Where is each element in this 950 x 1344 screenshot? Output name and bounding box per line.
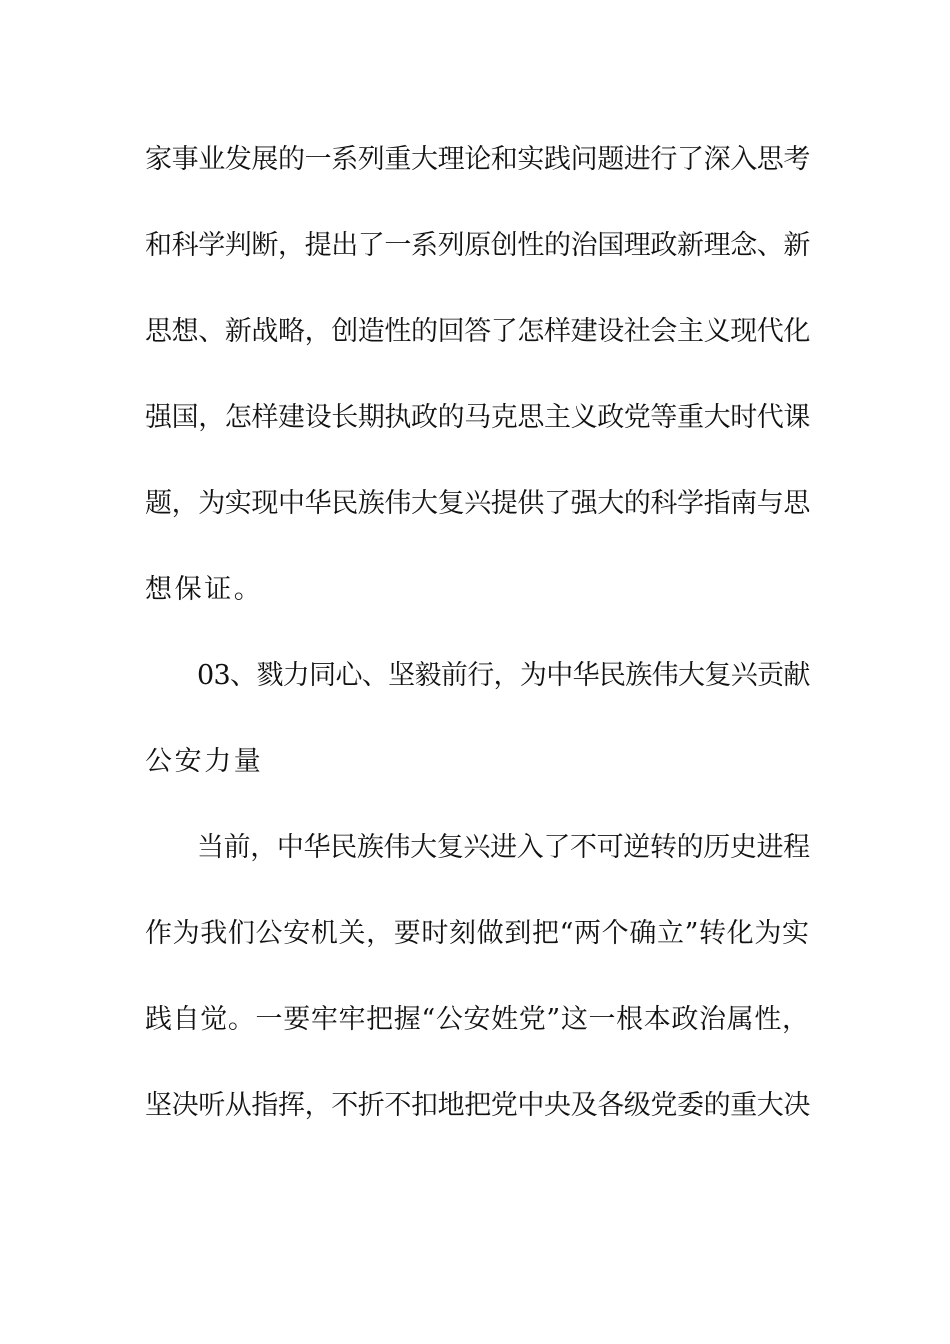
body-text-line: 和科学判断，提出了一系列原创性的治国理政新理念、新 [145,230,810,261]
body-text-line: 思想、新战略，创造性的回答了怎样建设社会主义现代化 [145,316,810,347]
body-text-line: 家事业发展的一系列重大理论和实践问题进行了深入思考 [145,144,810,175]
body-text-line: 强国，怎样建设长期执政的马克思主义政党等重大时代课 [145,402,810,433]
body-text-line: 践自觉。一要牢牢把握“公安姓党”这一根本政治属性， [145,1004,810,1035]
section-heading-line: 公安力量 [145,746,264,777]
body-text-line: 题，为实现中华民族伟大复兴提供了强大的科学指南与思 [145,488,810,519]
body-text-line: 当前，中华民族伟大复兴进入了不可逆转的历史进程 [197,832,810,863]
body-text-line: 想保证。 [145,574,264,605]
section-heading-line: 03、戮力同心、坚毅前行，为中华民族伟大复兴贡献 [197,660,810,691]
body-text-line: 坚决听从指挥，不折不扣地把党中央及各级党委的重大决 [145,1090,810,1121]
body-text-line: 作为我们公安机关，要时刻做到把“两个确立”转化为实 [145,918,810,949]
